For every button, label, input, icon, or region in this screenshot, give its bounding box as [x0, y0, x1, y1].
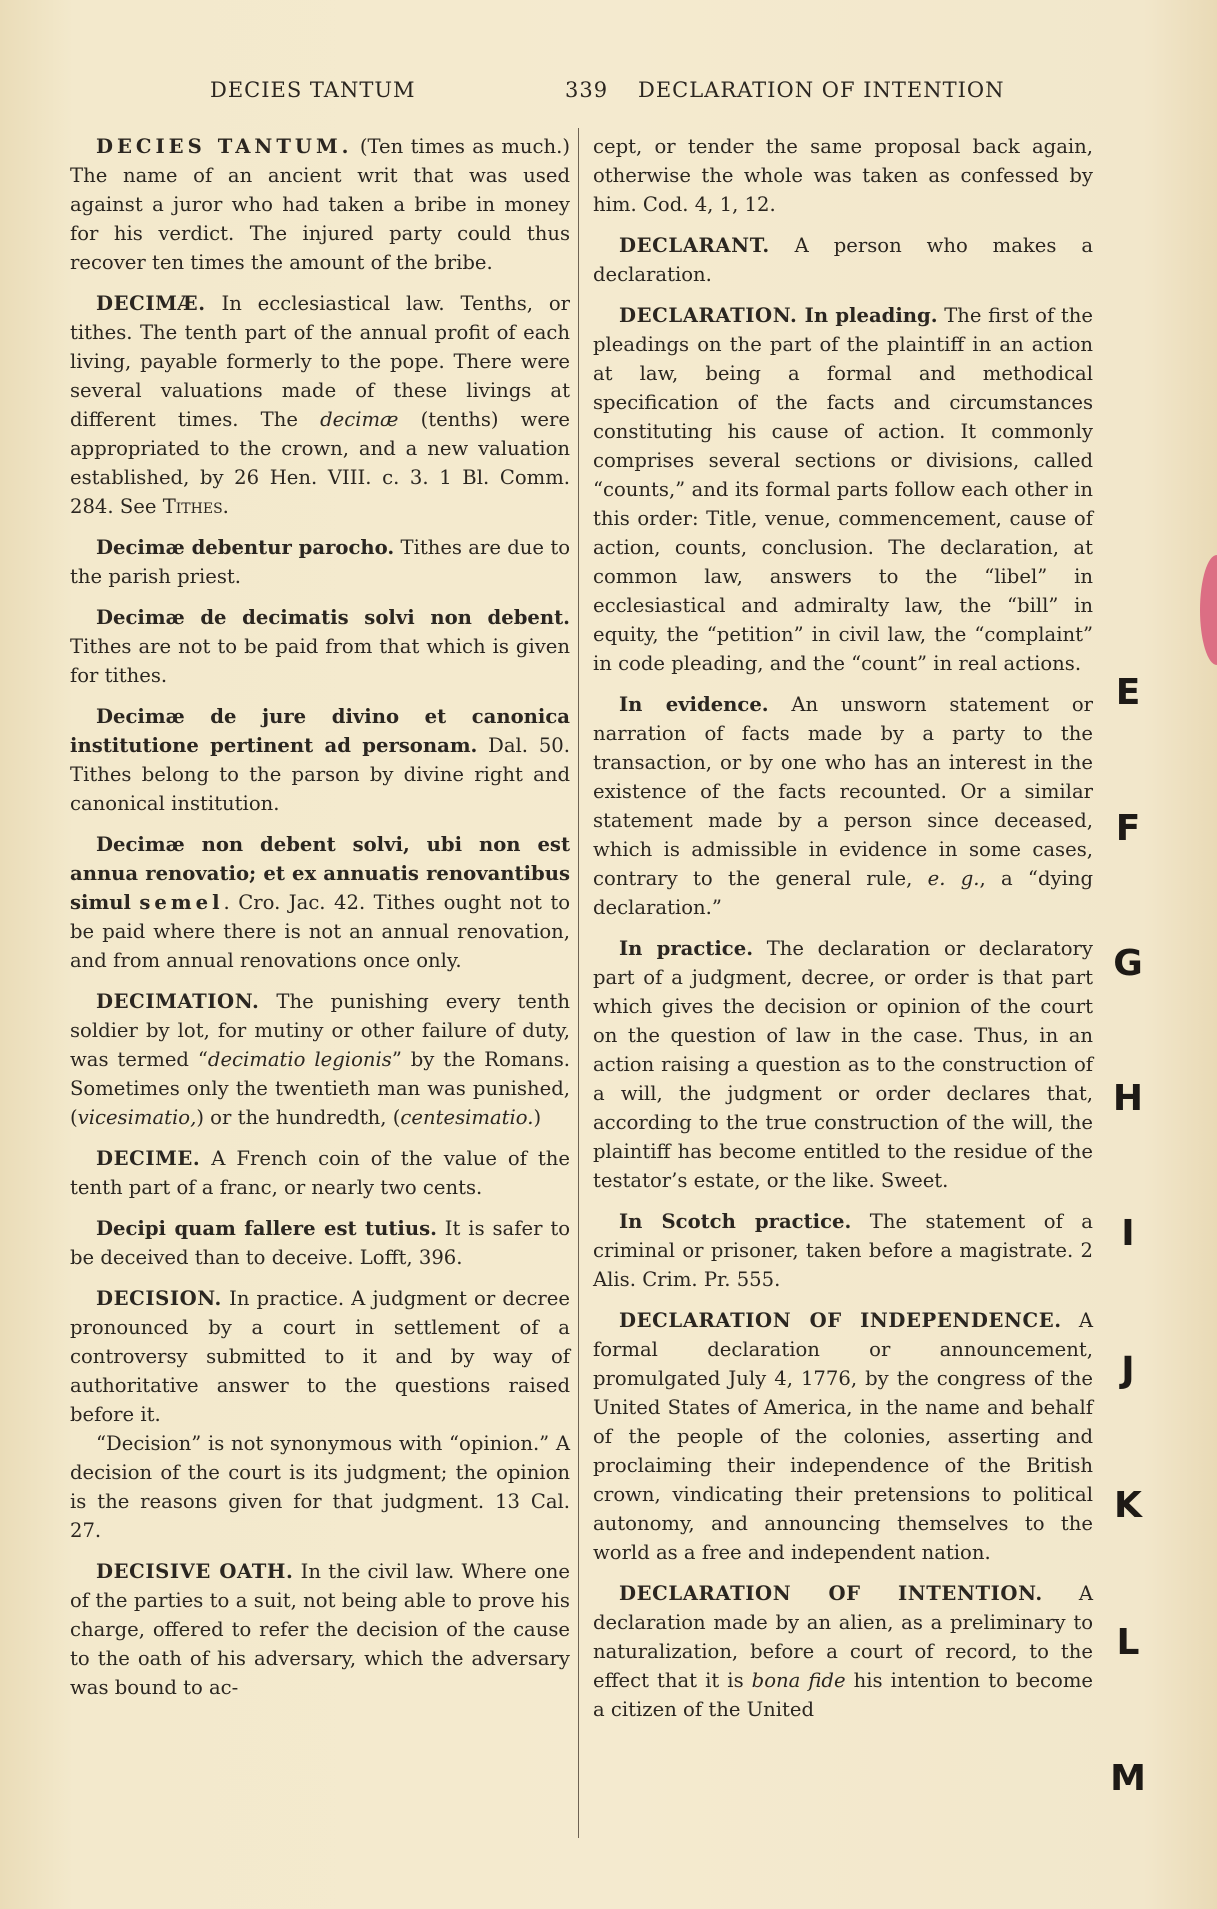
entry-decision: DECISION. In practice. A judgment or decree pronounced by a court in settlement of a controversy submitted to it and by way of authoritative answer to the questions raised before it.: [70, 1287, 570, 1426]
maxim-decimae-non-debent: Decimæ non debent solvi, ubi non est annua renovatio; et ex annuatis renovantibus simul semel. Cro. Jac. 42. Tithes ought not to be paid where there is not an annual renovation, and from annual renovations once only.: [70, 833, 571, 972]
thumb-index-g[interactable]: G: [1113, 943, 1143, 984]
thumb-index-h[interactable]: H: [1112, 1078, 1144, 1119]
entry-decisive-oath: DECISIVE OATH. In the civil law. Where one of the parties to a suit, not being able to prove his charge, offered to refer the decision of the cause to the oath of his adversary, which the adversary was bound to ac-: [70, 1560, 570, 1699]
maxim-decimae-debentur: Decimæ debentur parocho. Tithes are due to the parish priest.: [70, 536, 570, 588]
entry-decimae: DECIMÆ. In ecclesiastical law. Tenths, or tithes. The tenth part of the annual profit of each living, payable formerly to the pope. There were several valuations made of these livings at different times. The decimæ (tenths) were appropriated to the crown, and a new valuation established, by 26 Hen. VIII. c. 3. 1 Bl. Comm. 284. See Tithes.: [70, 292, 570, 518]
thumb-index-i[interactable]: I: [1121, 1213, 1135, 1254]
thumb-index-e[interactable]: E: [1115, 672, 1141, 713]
thumb-index-l[interactable]: L: [1116, 1622, 1140, 1663]
entry-declaration-of-independence: DECLARATION OF INDEPENDENCE. A formal declaration or announcement, promulgated July 4, 1776, by the congress of the United States of America, in the name and behalf of the people of the colonies, asserting and proclaiming their independence of the British crown, vindicating their pretensions to political autonomy, and announcing themselves to the world as a free and independent nation.: [593, 1309, 1093, 1564]
maxim-decimae-de-decimatis: Decimæ de decimatis solvi non debent. Tithes are not to be paid from that which is given for tithes.: [70, 606, 570, 687]
running-header: [70, 78, 1100, 108]
right-column: [593, 132, 1093, 1736]
entry-declaration-in-evidence: In evidence. An unsworn statement or narration of facts made by a party to the transaction, or by one who has an interest in the existence of the facts recounted. Or a similar statement made by a person since deceased, which is admissible in evidence in some cases, contrary to the general rule, e. g., a “dying declaration.”: [593, 693, 1093, 919]
entry-declaration-in-practice: In practice. The declaration or declaratory part of a judgment, decree, or order is that part which gives the decision or opinion of the court on the question of law in the case. Thus, in an action raising a question as to the construction of a will, the judgment or order declares that, according to the true construction of the will, the plaintiff has become entitled to the residue of the testator’s estate, or the like. Sweet.: [593, 937, 1093, 1192]
entry-decies-tantum: DECIES TANTUM. (Ten times as much.) The name of an ancient writ that was used against a juror who had taken a bribe in money for his verdict. The injured party could thus recover ten times the amount of the bribe.: [70, 135, 570, 274]
entry-declaration-of-intention: DECLARATION OF INTENTION. A declaration made by an alien, as a preliminary to naturalization, before a court of record, to the effect that it is bona fide his intention to become a citizen of the United: [593, 1582, 1094, 1721]
entry-decisive-oath-continued: cept, or tender the same proposal back again, otherwise the whole was taken as confessed by him. Cod. 4, 1, 12.: [593, 135, 1093, 216]
entry-decision-note: “Decision” is not synonymous with “opinion.” A decision of the court is its judgment; the opinion is the reasons given for that judgment. 13 Cal. 27.: [70, 1432, 570, 1542]
header-left-guide-word: DECIES TANTUM: [210, 78, 416, 102]
entry-declaration-scotch-practice: In Scotch practice. The statement of a criminal or prisoner, taken before a magistrate. 2 Alis. Crim. Pr. 555.: [593, 1210, 1093, 1291]
thumb-index-j[interactable]: J: [1121, 1350, 1135, 1391]
entry-declaration: DECLARATION. In pleading. The first of the pleadings on the part of the plaintiff in an action at law, being a formal and methodical specification of the facts and circumstances constituting his cause of action. It commonly comprises several sections or divisions, called “counts,” and its formal parts follow each other in this order: Title, venue, commencement, cause of action, counts, conclusion. The declaration, at common law, answers to the “libel” in ecclesiastical and admiralty law, the “bill” in equity, the “petition” in civil law, the “complaint” in code pleading, and the “count” in real actions.: [593, 304, 1093, 675]
red-tab-marker: [1200, 555, 1217, 665]
left-column: [70, 132, 570, 1714]
header-right-guide-word: DECLARATION OF INTENTION: [638, 78, 1005, 102]
maxim-decimae-de-jure: Decimæ de jure divino et canonica institutione pertinent ad personam. Dal. 50. Tithes belong to the parson by divine right and canonical institution.: [70, 705, 570, 815]
column-divider: [578, 128, 579, 1838]
entry-decimation: DECIMATION. The punishing every tenth soldier by lot, for mutiny or other failure of duty, was termed “decimatio legionis” by the Romans. Sometimes only the twentieth man was punished, (vicesimatio,) or the hundredth, (centesimatio.): [70, 990, 570, 1129]
thumb-index-m[interactable]: M: [1110, 1758, 1146, 1799]
entry-declarant: DECLARANT. A person who makes a declaration.: [593, 234, 1093, 286]
page-number: 339: [565, 78, 609, 102]
maxim-decipi: Decipi quam fallere est tutius. It is safer to be deceived than to deceive. Lofft, 396.: [70, 1217, 570, 1269]
entry-decime: DECIME. A French coin of the value of the tenth part of a franc, or nearly two cents.: [70, 1147, 570, 1199]
thumb-index-f[interactable]: F: [1115, 808, 1141, 849]
thumb-index-k[interactable]: K: [1114, 1485, 1142, 1526]
